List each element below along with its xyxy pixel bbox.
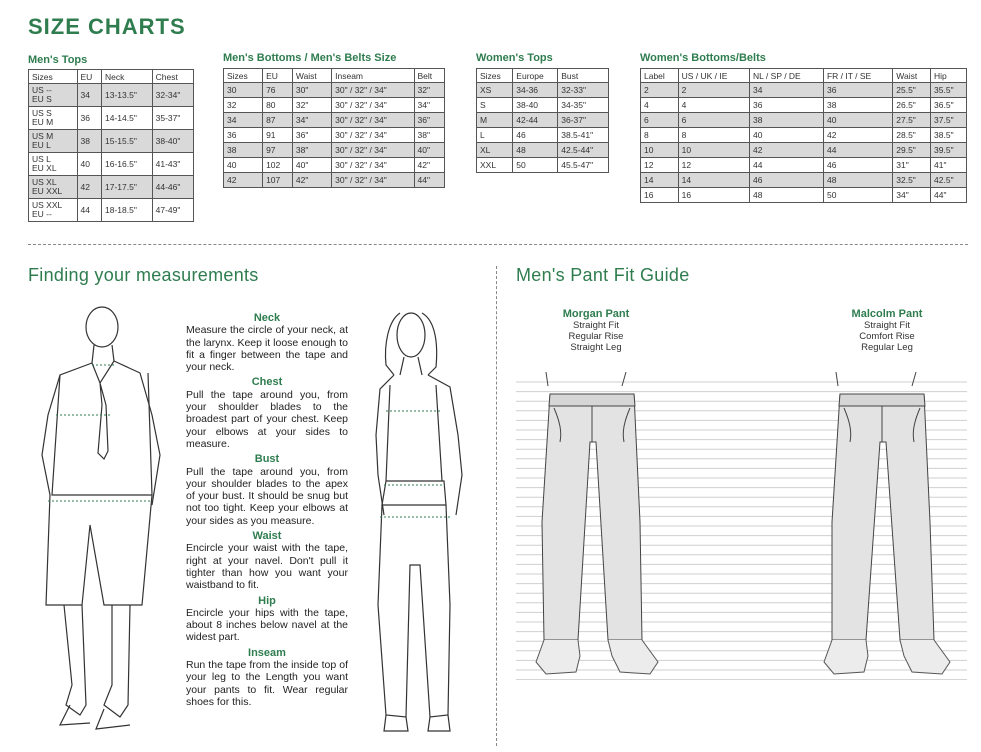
table-row: [224, 173, 445, 188]
column-header: Inseam: [332, 69, 414, 83]
table-row: [477, 113, 609, 128]
table-cell: 30" / 32" / 34": [332, 173, 414, 188]
column-header: Europe: [513, 69, 558, 83]
pant-leg: Regular Leg: [861, 342, 913, 353]
table-cell: 17-17.5": [102, 176, 153, 199]
table-cell: 36: [750, 98, 824, 113]
table-cell: 40: [750, 128, 824, 143]
table-header-row: [641, 69, 967, 83]
size-eu: EU --: [32, 209, 52, 219]
table-cell: 34": [893, 188, 931, 203]
table-cell: [29, 153, 78, 176]
pant-leg: Straight Leg: [570, 342, 622, 353]
table-cell: 36: [823, 83, 892, 98]
table-cell: 46: [750, 173, 824, 188]
table-cell: [29, 84, 78, 107]
table-cell: 45.5-47": [558, 158, 609, 173]
table-cell: 4: [678, 98, 749, 113]
mens-bottoms-title: Men's Bottoms / Men's Belts Size: [223, 52, 397, 64]
table-cell: 34: [224, 113, 263, 128]
table-cell: 2: [641, 83, 679, 98]
table-cell: 32.5": [893, 173, 931, 188]
column-header: US / UK / IE: [678, 69, 749, 83]
table-row: [224, 143, 445, 158]
measurement-item: [186, 530, 348, 591]
size-us: US M: [32, 131, 54, 141]
column-header: Sizes: [29, 70, 78, 84]
column-header: NL / SP / DE: [750, 69, 824, 83]
morgan-pant-drawing: [536, 372, 658, 674]
table-header-row: [224, 69, 445, 83]
table-cell: 48: [750, 188, 824, 203]
table-cell: 30" / 32" / 34": [332, 98, 414, 113]
table-row: [29, 107, 194, 130]
table-cell: 42": [292, 173, 331, 188]
pant-fit: Straight Fit: [573, 320, 619, 331]
size-eu: EU XL: [32, 163, 57, 173]
size-eu: EU XXL: [32, 186, 63, 196]
table-row: [224, 98, 445, 113]
malcolm-pant-drawing: [824, 372, 950, 674]
table-cell: 16-16.5": [102, 153, 153, 176]
finding-measurements-title: Finding your measurements: [28, 265, 259, 285]
table-cell: 41": [931, 158, 967, 173]
table-cell: 8: [678, 128, 749, 143]
table-cell: 27.5": [893, 113, 931, 128]
table-cell: 38: [823, 98, 892, 113]
table-cell: 38: [750, 113, 824, 128]
table-cell: 36.5": [931, 98, 967, 113]
measurement-heading: Neck: [253, 312, 281, 324]
size-eu: EU S: [32, 94, 52, 104]
table-cell: 26.5": [893, 98, 931, 113]
table-cell: 30" / 32" / 34": [332, 158, 414, 173]
table-cell: 18-18.5": [102, 199, 153, 222]
pant-rise: Comfort Rise: [859, 331, 915, 342]
measurement-item: [186, 647, 348, 708]
measurement-heading: Inseam: [248, 646, 286, 659]
table-cell: 42: [750, 143, 824, 158]
table-cell: S: [477, 98, 513, 113]
table-cell: 16: [678, 188, 749, 203]
table-cell: 32": [292, 98, 331, 113]
mens-tops-title: Men's Tops: [28, 54, 88, 66]
table-cell: 2: [678, 83, 749, 98]
table-cell: 14: [678, 173, 749, 188]
table-row: [477, 143, 609, 158]
column-header: Hip: [931, 69, 967, 83]
table-cell: 40": [414, 143, 444, 158]
table-row: [29, 130, 194, 153]
table-cell: 87: [263, 113, 293, 128]
column-header: Neck: [102, 70, 153, 84]
column-header: EU: [77, 70, 102, 84]
table-cell: 44-46": [152, 176, 193, 199]
table-cell: 34": [414, 98, 444, 113]
table-cell: 38": [414, 128, 444, 143]
table-cell: 42: [224, 173, 263, 188]
table-row: [224, 128, 445, 143]
table-cell: [29, 130, 78, 153]
table-cell: 50: [513, 158, 558, 173]
measurement-text: Measure the circle of your neck, at the larynx. Keep it loose enough to fit a finger between the tape and your neck.: [186, 324, 348, 374]
table-row: [641, 83, 967, 98]
size-us: US XL: [32, 177, 57, 187]
table-cell: 44": [931, 188, 967, 203]
table-row: [29, 153, 194, 176]
measurement-text: Run the tape from the inside top of your leg to the Length you want your pants to fit. Wear regular shoes for this.: [186, 659, 348, 708]
table-cell: 38-40: [513, 98, 558, 113]
column-header: Chest: [152, 70, 193, 84]
table-cell: 42.5": [931, 173, 967, 188]
size-eu: EU L: [32, 140, 51, 150]
table-cell: 14: [641, 173, 679, 188]
table-cell: 36-37": [558, 113, 609, 128]
table-cell: 44: [77, 199, 102, 222]
table-row: [224, 83, 445, 98]
table-cell: 40": [292, 158, 331, 173]
page-title: SIZE CHARTS: [28, 14, 186, 39]
table-cell: 42: [823, 128, 892, 143]
table-cell: XS: [477, 83, 513, 98]
table-cell: 76: [263, 83, 293, 98]
table-cell: 38.5": [931, 128, 967, 143]
section-divider: [28, 244, 968, 245]
womens-bottoms-table: [640, 68, 967, 203]
column-header: Bust: [558, 69, 609, 83]
table-cell: 40: [224, 158, 263, 173]
table-cell: 36": [414, 113, 444, 128]
table-cell: 30: [224, 83, 263, 98]
table-cell: 91: [263, 128, 293, 143]
womens-tops-title: Women's Tops: [476, 52, 553, 64]
table-cell: 13-13.5": [102, 84, 153, 107]
table-header-row: [477, 69, 609, 83]
man-figure-illustration: [20, 305, 170, 745]
measurement-text: Pull the tape around you, from your shoulder blades to the broadest part of your chest. Keep your elbows at your sides to measure.: [186, 388, 348, 450]
womens-tops-table: [476, 68, 609, 173]
table-cell: 40: [77, 153, 102, 176]
table-cell: 34: [750, 83, 824, 98]
size-us: US L: [32, 154, 51, 164]
table-cell: 46: [823, 158, 892, 173]
table-row: [641, 158, 967, 173]
table-cell: 40: [823, 113, 892, 128]
mens-tops-table: [28, 69, 194, 222]
table-cell: 107: [263, 173, 293, 188]
table-cell: 32: [224, 98, 263, 113]
table-row: [641, 143, 967, 158]
table-cell: L: [477, 128, 513, 143]
measurement-heading: Chest: [251, 376, 283, 389]
table-cell: 10: [641, 143, 679, 158]
woman-figure-illustration: [350, 305, 480, 745]
column-header: FR / IT / SE: [823, 69, 892, 83]
size-eu: EU M: [32, 117, 54, 127]
table-cell: 38: [224, 143, 263, 158]
table-cell: 38": [292, 143, 331, 158]
table-cell: 30" / 32" / 34": [332, 128, 414, 143]
table-cell: 35-37": [152, 107, 193, 130]
table-cell: 30": [292, 83, 331, 98]
measurement-item: [186, 312, 348, 373]
table-cell: 34": [292, 113, 331, 128]
pant-fit-guide-title: Men's Pant Fit Guide: [516, 265, 690, 285]
table-row: [29, 84, 194, 107]
mens-bottoms-table: [223, 68, 445, 188]
table-cell: XXL: [477, 158, 513, 173]
morgan-pant-header: [536, 309, 656, 353]
table-cell: 38.5-41": [558, 128, 609, 143]
table-cell: 32-33": [558, 83, 609, 98]
table-cell: XL: [477, 143, 513, 158]
table-cell: 12: [641, 158, 679, 173]
pant-fit: Straight Fit: [864, 320, 910, 331]
table-row: [477, 98, 609, 113]
table-cell: 36: [224, 128, 263, 143]
table-cell: 30" / 32" / 34": [332, 143, 414, 158]
table-row: [641, 173, 967, 188]
table-row: [641, 98, 967, 113]
table-cell: 41-43": [152, 153, 193, 176]
womens-bottoms-title: Women's Bottoms/Belts: [640, 52, 766, 64]
table-row: [29, 199, 194, 222]
table-cell: 36: [77, 107, 102, 130]
size-us: US --: [32, 85, 52, 95]
table-row: [477, 158, 609, 173]
table-cell: 48: [823, 173, 892, 188]
table-row: [641, 128, 967, 143]
table-cell: 97: [263, 143, 293, 158]
table-cell: 28.5": [893, 128, 931, 143]
table-cell: 14-14.5": [102, 107, 153, 130]
table-cell: 38-40": [152, 130, 193, 153]
column-divider: [496, 266, 497, 746]
column-header: EU: [263, 69, 293, 83]
column-header: Waist: [893, 69, 931, 83]
table-cell: 42": [414, 158, 444, 173]
table-cell: 42: [77, 176, 102, 199]
measurement-heading: Bust: [254, 453, 280, 466]
table-cell: [29, 107, 78, 130]
table-cell: 35.5": [931, 83, 967, 98]
measurement-text: Encircle your waist with the tape, right at your navel. Don't pull it tighter than how you want your waistband to fit.: [186, 542, 348, 592]
table-cell: 37.5": [931, 113, 967, 128]
table-row: [641, 113, 967, 128]
table-cell: 32-34": [152, 84, 193, 107]
table-cell: 44: [823, 143, 892, 158]
table-cell: 50: [823, 188, 892, 203]
table-cell: 39.5": [931, 143, 967, 158]
table-cell: 48: [513, 143, 558, 158]
table-cell: 32": [414, 83, 444, 98]
table-row: [477, 128, 609, 143]
measurement-text: Pull the tape around you, from your shoulder blades to the apex of your bust. It should be snug but not too tight. Keep your elbows at your sides as you measure.: [186, 465, 348, 527]
table-cell: 44": [414, 173, 444, 188]
table-header-row: [29, 70, 194, 84]
table-row: [641, 188, 967, 203]
table-cell: 34-35": [558, 98, 609, 113]
table-cell: [29, 176, 78, 199]
pant-fit-illustration: [516, 372, 967, 680]
table-cell: 38: [77, 130, 102, 153]
table-cell: 16: [641, 188, 679, 203]
malcolm-pant-header: [827, 309, 947, 353]
table-cell: 25.5": [893, 83, 931, 98]
measurement-instructions: [186, 309, 348, 708]
table-cell: 36": [292, 128, 331, 143]
table-row: [29, 176, 194, 199]
table-cell: 44: [750, 158, 824, 173]
table-cell: 29.5": [893, 143, 931, 158]
column-header: Label: [641, 69, 679, 83]
table-cell: 47-49": [152, 199, 193, 222]
table-cell: M: [477, 113, 513, 128]
measurement-item: [186, 453, 348, 527]
table-cell: 102: [263, 158, 293, 173]
size-us: US S: [32, 108, 52, 118]
table-cell: 8: [641, 128, 679, 143]
table-cell: 30" / 32" / 34": [332, 83, 414, 98]
table-cell: 30" / 32" / 34": [332, 113, 414, 128]
table-cell: 6: [678, 113, 749, 128]
table-row: [224, 158, 445, 173]
pant-name: Malcolm Pant: [851, 308, 923, 320]
size-us: US XXL: [32, 200, 63, 210]
table-cell: 4: [641, 98, 679, 113]
pant-name: Morgan Pant: [562, 308, 630, 320]
table-cell: 46: [513, 128, 558, 143]
table-cell: 34: [77, 84, 102, 107]
table-row: [477, 83, 609, 98]
table-cell: 12: [678, 158, 749, 173]
table-row: [224, 113, 445, 128]
measurement-text: Encircle your hips with the tape, about 8 inches below navel at the widest part.: [186, 606, 348, 644]
measurement-item: [186, 376, 348, 450]
column-header: Sizes: [477, 69, 513, 83]
measurement-heading: Hip: [258, 594, 276, 607]
table-cell: 6: [641, 113, 679, 128]
measurement-item: [186, 595, 348, 644]
table-cell: [29, 199, 78, 222]
column-header: Waist: [292, 69, 331, 83]
measurement-heading: Waist: [252, 530, 282, 543]
table-cell: 42-44: [513, 113, 558, 128]
table-cell: 80: [263, 98, 293, 113]
table-cell: 42.5-44": [558, 143, 609, 158]
pant-rise: Regular Rise: [568, 331, 624, 342]
column-header: Sizes: [224, 69, 263, 83]
table-cell: 34-36: [513, 83, 558, 98]
table-cell: 15-15.5": [102, 130, 153, 153]
table-cell: 31": [893, 158, 931, 173]
table-cell: 10: [678, 143, 749, 158]
column-header: Belt: [414, 69, 444, 83]
